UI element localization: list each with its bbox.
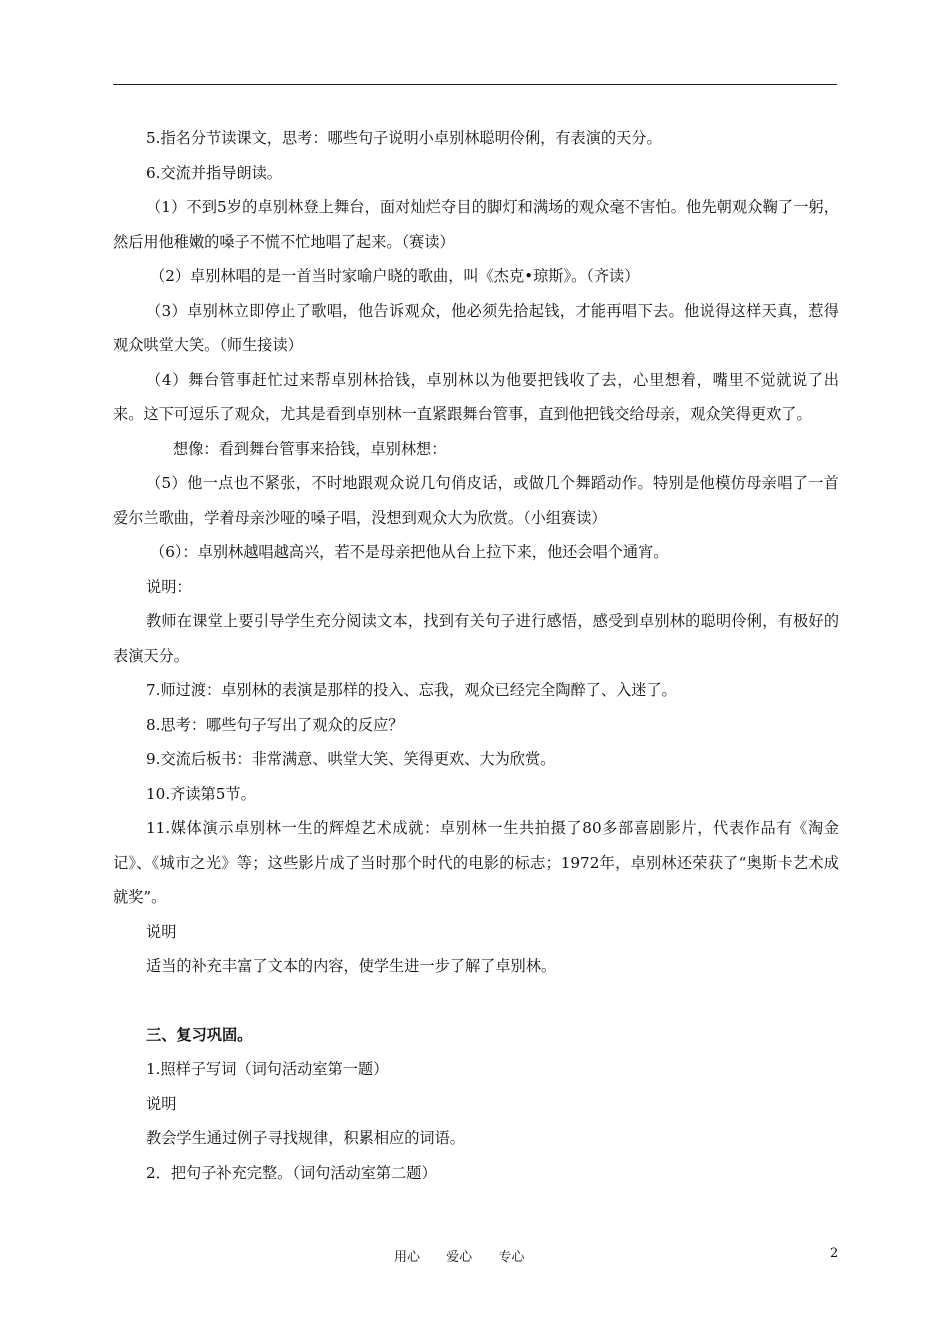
sentence-1: （1）不到5岁的卓别林登上舞台，面对灿烂夺目的脚灯和满场的观众毫不害怕。他先朝观众鞠了一躬，然后用他稚嫩的嗓子不慌不忙地唱了起来。（赛读） <box>113 198 839 251</box>
sentence-3: （3）卓别林立即停止了歌唱，他告诉观众，他必须先拾起钱，才能再唱下去。他说得这样天真，惹得观众哄堂大笑。（师生接读） <box>113 301 839 354</box>
sentence-2: （2）卓别林唱的是一首当时家喻户晓的歌曲，叫《杰克•琼斯》。（齐读） <box>150 267 640 285</box>
step-7: 7.师过渡：卓别林的表演是那样的投入、忘我，观众已经完全陶醉了、入迷了。 <box>146 681 677 699</box>
imagine-prompt: 想像：看到舞台管事来拾钱，卓别林想： <box>173 439 447 458</box>
note-2: 适当的补充丰富了文本的内容，使学生进一步了解了卓别林。 <box>146 957 557 975</box>
exercise-1: 1.照样子写词（词句活动室第一题） <box>146 1060 389 1078</box>
page-footer <box>0 1246 950 1270</box>
note-1: 教师在课堂上要引导学生充分阅读文本，找到有关句子进行感悟，感受到卓别林的聪明伶俐，有极好的表演天分。 <box>113 612 839 665</box>
footer-word-3: 专心 <box>498 1250 525 1265</box>
header-rule <box>113 84 837 85</box>
note-label-2: 说明 <box>146 922 177 941</box>
footer-word-1: 用心 <box>394 1250 421 1265</box>
note-label-1: 说明： <box>146 577 192 596</box>
exercise-2: 2．把句子补充完整。（词句活动室第二题） <box>146 1163 437 1182</box>
note-label-3: 说明 <box>146 1094 177 1113</box>
footer-motto <box>394 1246 546 1265</box>
document-body <box>113 121 839 1190</box>
sentence-5: （5）他一点也不紧张，不时地跟观众说几句俏皮话，或做几个舞蹈动作。特别是他模仿母亲唱了一首爱尔兰歌曲，学着母亲沙哑的嗓子唱，没想到观众大为欣赏。（小组赛读） <box>113 474 839 527</box>
step-9: 9.交流后板书：非常满意、哄堂大笑、笑得更欢、大为欣赏。 <box>146 750 556 768</box>
step-6: 6.交流并指导朗读。 <box>146 163 282 182</box>
step-5: 5.指名分节读课文，思考：哪些句子说明小卓别林聪明伶俐，有表演的天分。 <box>146 129 662 147</box>
sentence-6: （6）：卓别林越唱越高兴，若不是母亲把他从台上拉下来，他还会唱个通宵。 <box>150 543 669 561</box>
step-8: 8.思考：哪些句子写出了观众的反应？ <box>146 715 404 734</box>
step-11: 11.媒体演示卓别林一生的辉煌艺术成就：卓别林一生共拍摄了80多部喜剧影片，代表作品有《淘金记》、《城市之光》等；这些影片成了当时那个时代的电影的标志；1972年，卓别林还荣获了“奥斯卡艺术成就奖”。 <box>113 819 839 906</box>
note-3: 教会学生通过例子寻找规律，积累相应的词语。 <box>146 1129 465 1147</box>
sentence-4: （4）舞台管事赶忙过来帮卓别林拾钱，卓别林以为他要把钱收了去，心里想着，嘴里不觉就说了出来。这下可逗乐了观众，尤其是看到卓别林一直紧跟舞台管事，直到他把钱交给母亲，观众笑得更欢了。 <box>113 370 839 423</box>
section-gap <box>113 984 839 1018</box>
footer-word-2: 爱心 <box>446 1250 473 1265</box>
step-10: 10.齐读第5节。 <box>146 784 256 803</box>
section-3-heading: 三、复习巩固。 <box>146 1025 253 1044</box>
page-number: 2 <box>830 1246 839 1261</box>
